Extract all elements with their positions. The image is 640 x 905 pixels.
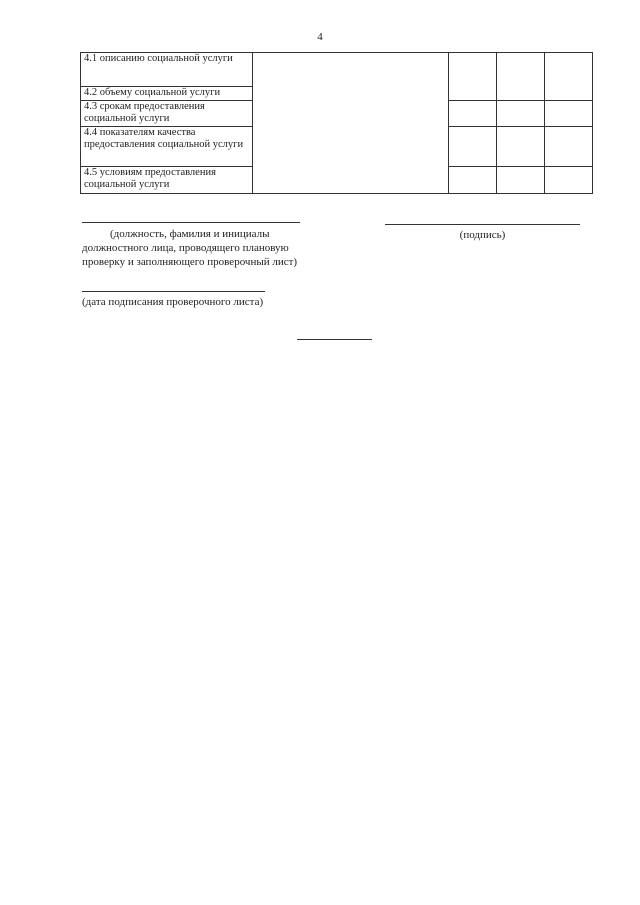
answer-cell <box>545 100 593 126</box>
answer-cell <box>449 166 497 193</box>
answer-cell <box>497 100 545 126</box>
answer-cell <box>545 126 593 166</box>
row-label: 4.5 условиям предоставления социальной услуги <box>81 166 253 193</box>
row-label: 4.4 показателям качества предоставления социальной услуги <box>81 126 253 166</box>
table-row <box>81 53 593 87</box>
page-number: 4 <box>317 31 323 43</box>
answer-cell <box>449 126 497 166</box>
answer-cell <box>497 126 545 166</box>
answer-cell <box>497 53 545 101</box>
end-separator-line <box>297 339 372 340</box>
row-label: 4.1 описанию социальной услуги <box>81 53 253 87</box>
official-caption: (должность, фамилия и инициалы должностного лица, проводящего плановую проверку и заполняющего проверочный лист) <box>82 228 298 268</box>
date-line <box>82 291 265 292</box>
official-name-line <box>82 222 300 223</box>
signature-line <box>385 224 580 225</box>
merged-blank-cell <box>253 53 449 194</box>
date-caption: (дата подписания проверочного листа) <box>82 296 264 308</box>
signature-caption: (подпись) <box>459 229 506 241</box>
row-label: 4.2 объему социальной услуги <box>81 87 253 101</box>
answer-cell <box>497 166 545 193</box>
answer-cell <box>449 53 497 101</box>
checklist-table <box>80 52 593 194</box>
answer-cell <box>449 100 497 126</box>
answer-cell <box>545 53 593 101</box>
row-label: 4.3 срокам предоставления социальной услуги <box>81 100 253 126</box>
answer-cell <box>545 166 593 193</box>
